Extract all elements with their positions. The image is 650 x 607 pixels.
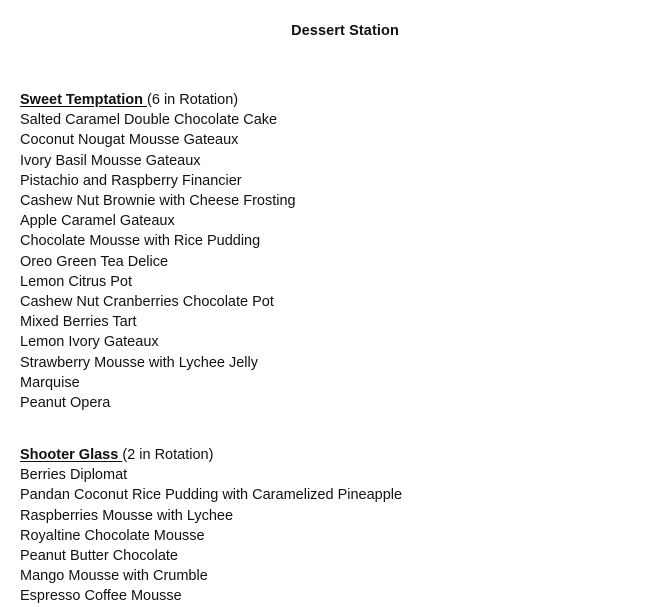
section-shooter-glass — [20, 445, 402, 607]
dessert-item: Salted Caramel Double Chocolate Cake — [20, 112, 278, 129]
dessert-item: Raspberries Mousse with Lychee — [20, 507, 234, 524]
dessert-item: Peanut Opera — [20, 395, 111, 412]
section-sweet-temptation — [20, 90, 296, 413]
section-name: Sweet Temptation — [20, 92, 148, 108]
section-name: Shooter Glass — [20, 447, 123, 463]
dessert-item: Mango Mousse with Crumble — [20, 568, 208, 585]
dessert-item: Ivory Basil Mousse Gateaux — [20, 152, 201, 169]
dessert-item: Pistachio and Raspberry Financier — [20, 172, 242, 189]
section-rotation-note: (6 in Rotation) — [147, 92, 239, 108]
dessert-item: Oreo Green Tea Delice — [20, 253, 169, 270]
dessert-item: Mixed Berries Tart — [20, 314, 137, 331]
dessert-item: Cashew Nut Cranberries Chocolate Pot — [20, 294, 274, 311]
dessert-item: Pandan Coconut Rice Pudding with Caramelized Pineapple — [20, 487, 403, 504]
section-heading — [20, 445, 402, 465]
dessert-item: Cashew Nut Brownie with Cheese Frosting — [20, 193, 296, 210]
dessert-item: Espresso Coffee Mousse — [20, 588, 182, 605]
dessert-item: Royaltine Chocolate Mousse — [20, 527, 205, 544]
dessert-item: Strawberry Mousse with Lychee Jelly — [20, 354, 258, 371]
document-title: Dessert Station — [291, 23, 399, 39]
dessert-item: Peanut Butter Chocolate — [20, 548, 178, 565]
dessert-item: Berries Diplomat — [20, 467, 128, 484]
dessert-item: Marquise — [20, 374, 80, 391]
dessert-list — [20, 110, 296, 413]
dessert-item: Apple Caramel Gateaux — [20, 213, 175, 230]
dessert-list — [20, 465, 402, 606]
section-heading — [20, 90, 296, 110]
section-rotation-note: (2 in Rotation) — [122, 447, 214, 463]
dessert-item: Lemon Ivory Gateaux — [20, 334, 159, 351]
dessert-item: Coconut Nougat Mousse Gateaux — [20, 132, 239, 149]
dessert-item: Lemon Citrus Pot — [20, 273, 133, 290]
dessert-item: Chocolate Mousse with Rice Pudding — [20, 233, 261, 250]
